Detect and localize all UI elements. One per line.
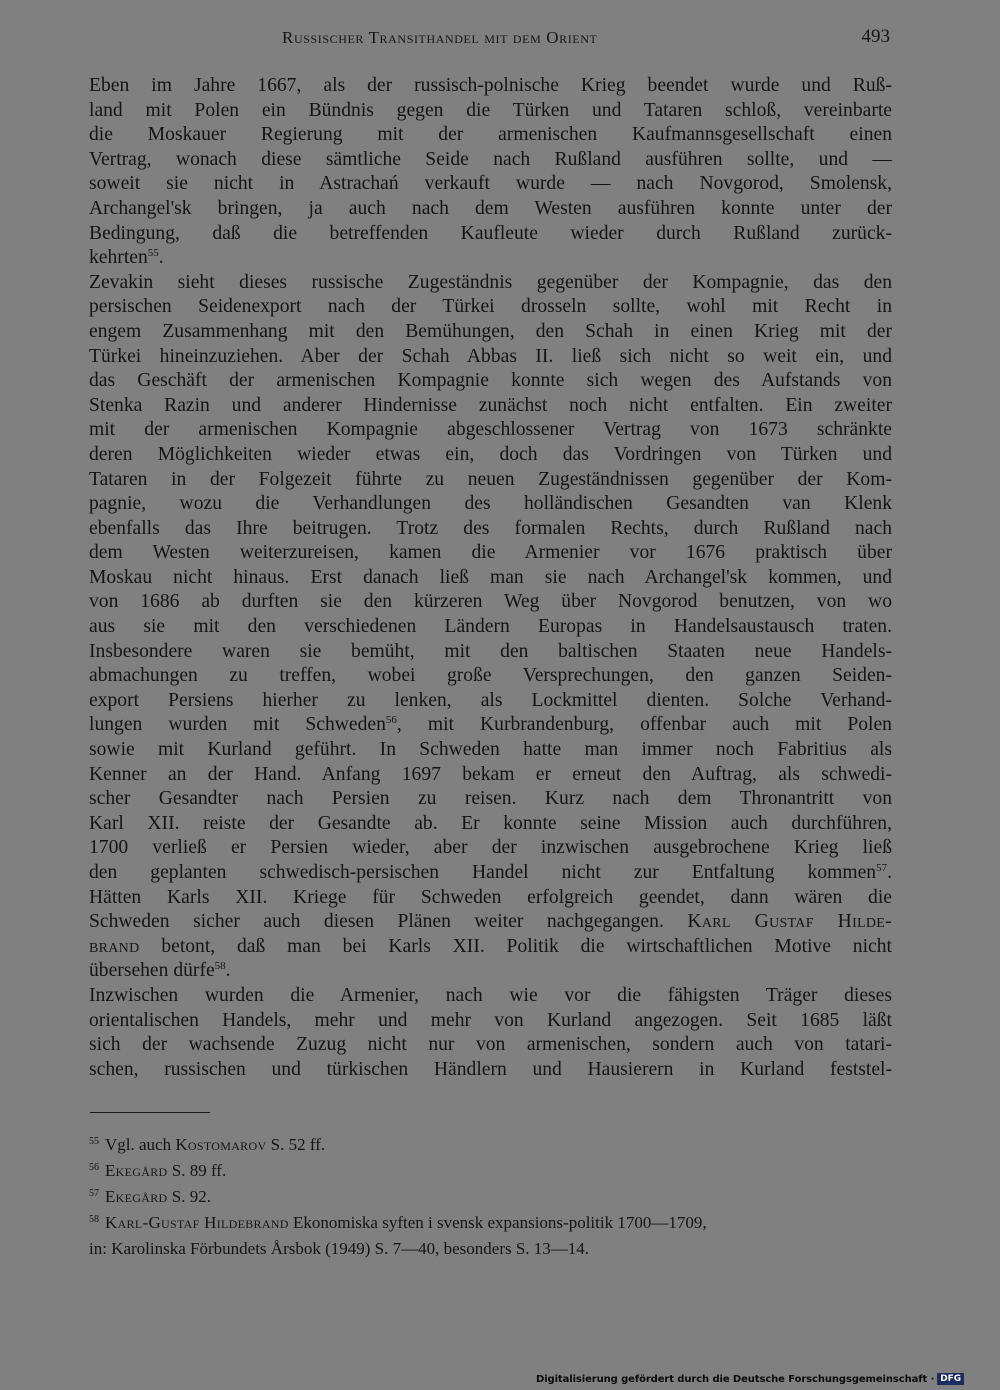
text-line: [89, 246, 892, 271]
text-line: sowie mit Kurland geführt. In Schweden hatte man immer noch Fabritius als: [89, 739, 892, 761]
running-head: [90, 28, 890, 52]
footnote-text: S. 89 ff.: [167, 1161, 227, 1180]
text-line: Zevakin sieht dieses russische Zugeständnis gegenüber der Kompagnie, das den: [89, 271, 892, 293]
text-line: Hätten Karls XII. Kriege für Schweden erfolgreich geendet, dann wären die: [89, 886, 892, 908]
footnote: [89, 1133, 892, 1159]
text-fragment: , mit Kurbrandenburg, offenbar auch mit Polen: [396, 714, 892, 736]
text-line: Tataren in der Folgezeit führte zu neuen Zugeständnissen gegenüber der Kom-: [89, 468, 892, 490]
text-line: Vertrag, wonach diese sämtliche Seide nach Rußland ausführen sollte, und —: [89, 148, 892, 170]
author-name: Ekegård: [105, 1187, 168, 1206]
footnote-ref[interactable]: 55: [147, 247, 159, 260]
text-fragment: den geplanten schwedisch-persischen Handel nicht zur Entfaltung kommen: [89, 862, 877, 883]
text-line: die Moskauer Regierung mit der armenischen Kaufmannsgesellschaft einen: [89, 124, 892, 146]
text-line: [89, 935, 892, 960]
text-line: pagnie, wozu die Verhandlungen des holländischen Gesandten van Klenk: [89, 493, 892, 515]
dfg-logo: DFG: [937, 1373, 964, 1385]
text-line: [89, 713, 892, 738]
author-name: brand: [89, 935, 140, 957]
text-line: orientalischen Handels, mehr und mehr von Kurland angezogen. Seit 1685 läßt: [89, 1009, 892, 1031]
footnote-marker: 57: [89, 1188, 99, 1199]
footnote-marker: 56: [89, 1162, 99, 1173]
text-line: Eben im Jahre 1667, als der russisch-polnische Krieg beendet wurde und Ruß-: [89, 75, 892, 96]
text-line: [89, 861, 892, 886]
footnote-text: Vgl. auch: [105, 1135, 176, 1154]
credit-text: Digitalisierung gefördert durch die Deutsche Forschungsgemeinschaft ·: [536, 1374, 935, 1385]
text-line: das Geschäft der armenischen Kompagnie konnte sich wegen des Aufstands von: [89, 370, 892, 392]
author-name: Karl-Gustaf Hildebrand: [105, 1213, 289, 1232]
footnote: [89, 1159, 892, 1185]
text-line: schen, russischen und türkischen Händlern und Hausierern in Kurland feststel-: [89, 1058, 892, 1080]
text-line: abmachungen zu treffen, wobei große Versprechungen, den ganzen Seiden-: [89, 665, 892, 687]
author-name: Kostomarov: [175, 1135, 267, 1154]
author-name: Karl Gustaf Hilde-: [687, 911, 892, 933]
text-line: [89, 910, 892, 935]
text-line: Karl XII. reiste der Gesandte ab. Er konnte seine Mission auch durchführen,: [89, 812, 892, 834]
footnote: [89, 1211, 892, 1237]
text-line: aus sie mit den verschiedenen Ländern Europas in Handelsaustausch traten.: [89, 616, 892, 638]
body-text: [89, 74, 892, 1082]
text-line: land mit Polen ein Bündnis gegen die Türken und Tataren schloß, vereinbarte: [89, 99, 892, 121]
punctuation: .: [225, 960, 231, 982]
text-fragment: betont, daß man bei Karls XII. Politik die wirtschaftlichen Motive nicht: [139, 935, 892, 957]
text-line: mit der armenischen Kompagnie abgeschlossener Vertrag von 1673 schränkte: [89, 419, 892, 441]
footnote-text: S. 92.: [167, 1187, 211, 1206]
footnote-ref[interactable]: 58: [214, 960, 226, 973]
text-fragment: lungen wurden mit Schweden: [89, 714, 386, 736]
text-line: Bedingung, daß die betreffenden Kaufleute wieder durch Rußland zurück-: [89, 222, 892, 244]
footnote-divider: [90, 1112, 210, 1113]
footnote-marker: 58: [89, 1214, 99, 1225]
footnote-text: Ekonomiska syften i svensk expansions-politik 1700—1709,: [288, 1213, 707, 1232]
text-line: engem Zusammenhang mit den Bemühungen, den Schah in einen Krieg mit der: [89, 320, 892, 342]
text-line: Insbesondere waren sie bemüht, mit den baltischen Staaten neue Handels-: [89, 640, 892, 662]
text-line: Stenka Razin und anderer Hindernisse zunächst noch nicht entfalten. Ein zweiter: [89, 394, 892, 416]
text-line: sich der wachsende Zuzug nicht nur von armenischen, sondern auch von tatari-: [89, 1034, 892, 1056]
punctuation: .: [887, 862, 892, 883]
text-fragment: übersehen dürfe: [89, 960, 215, 982]
text-line: [89, 959, 892, 984]
text-line: Archangel'sk bringen, ja auch nach dem Westen ausführen konnte unter der: [89, 197, 892, 219]
text-line: Türkei hineinzuziehen. Aber der Schah Abbas II. ließ sich nicht so weit ein, und: [89, 345, 892, 367]
footnote: [89, 1185, 892, 1211]
footnote-continuation: in: Karolinska Förbundets Årsbok (1949) S. 7—40, besonders S. 13—14.: [89, 1239, 590, 1258]
text-line: Moskau nicht hinaus. Erst danach ließ man sie nach Archangel'sk kommen, und: [89, 566, 892, 588]
page-number: 493: [861, 26, 890, 47]
author-name: Ekegård: [105, 1161, 168, 1180]
text-line: ebenfalls das Ihre beitrugen. Trotz des formalen Rechts, durch Rußland nach: [89, 517, 892, 539]
punctuation: .: [158, 247, 164, 269]
footnote-text: S. 52 ff.: [266, 1135, 326, 1154]
text-fragment: Schweden sicher auch diesen Plänen weiter nachgegangen.: [89, 911, 664, 933]
text-line: 1700 verließ er Persien wieder, aber der inzwischen ausgebrochene Krieg ließ: [89, 837, 892, 859]
text-fragment: kehrten: [89, 247, 148, 269]
text-line: export Persiens hierher zu lenken, als Lockmittel dienten. Solche Verhand-: [89, 689, 892, 711]
text-line: soweit sie nicht in Astrachań verkauft wurde — nach Novgorod, Smolensk,: [89, 173, 892, 195]
text-line: scher Gesandter nach Persien zu reisen. Kurz nach dem Thronantritt von: [89, 788, 892, 810]
footnote-marker: 55: [89, 1136, 99, 1147]
digitization-credit: [536, 1373, 964, 1385]
running-title: Russischer Transithandel mit dem Orient: [282, 28, 598, 47]
footnote-ref[interactable]: 57: [876, 862, 888, 874]
footnote-ref[interactable]: 56: [385, 714, 397, 727]
text-line: dem Westen weiterzureisen, kamen die Armenier vor 1676 praktisch über: [89, 542, 892, 564]
text-line: persischen Seidenexport nach der Türkei drosseln sollte, wohl mit Recht in: [89, 296, 892, 318]
text-line: Inzwischen wurden die Armenier, nach wie vor die fähigsten Träger dieses: [89, 984, 892, 1006]
text-line: deren Möglichkeiten wieder etwas ein, doch das Vordringen von Türken und: [89, 443, 892, 465]
text-line: Kenner an der Hand. Anfang 1697 bekam er erneut den Auftrag, als schwedi-: [89, 763, 892, 785]
footnotes: [89, 1133, 892, 1260]
text-line: von 1686 ab durften sie den kürzeren Weg über Novgorod benutzen, von wo: [89, 591, 892, 613]
